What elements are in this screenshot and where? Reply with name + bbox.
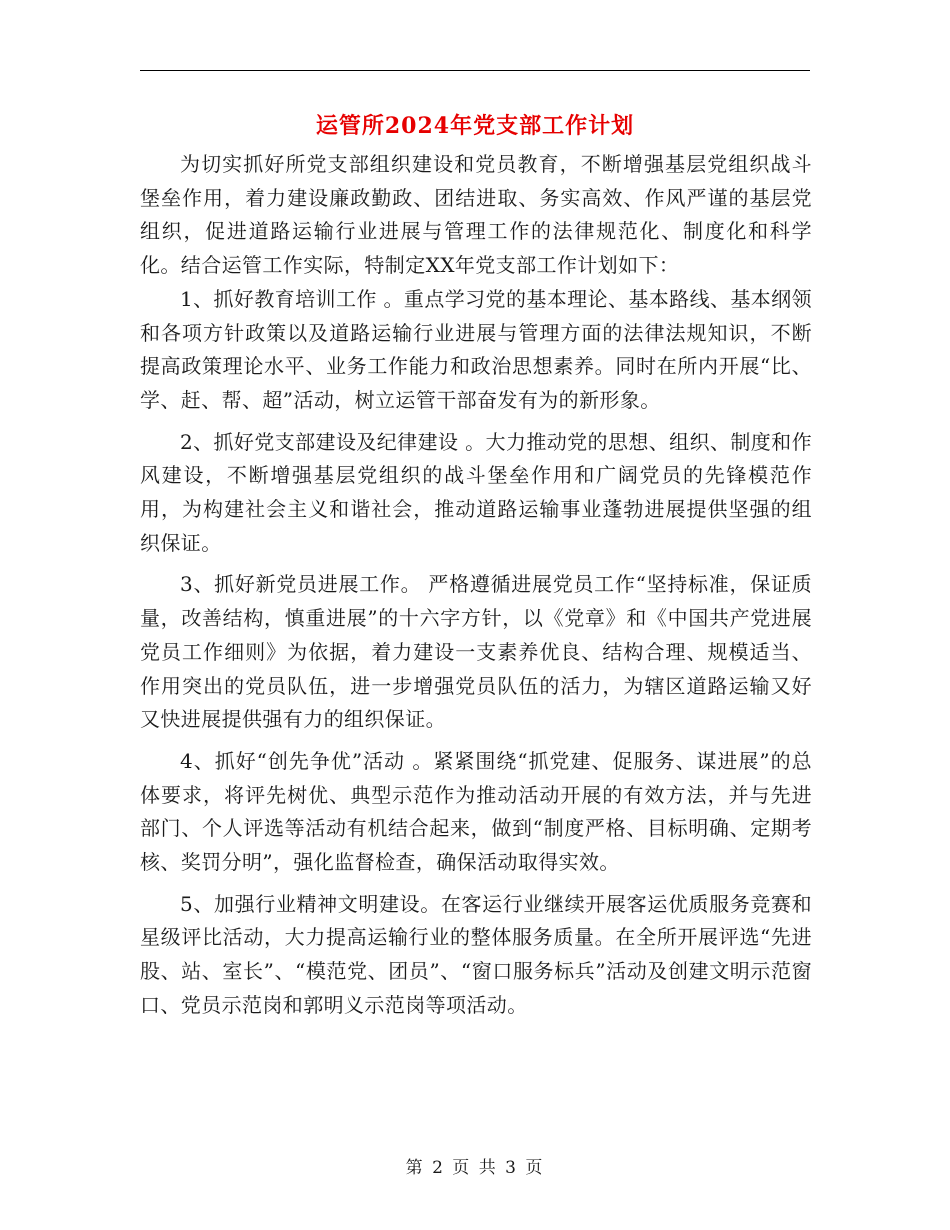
- section-3-paragraph: 3、抓好新党员进展工作。 严格遵循进展党员工作“坚持标准，保证质量，改善结构，慎重进展”的十六字方针，以《党章》和《中国共产党进展党员工作细则》为依据，着力建设一支素养优良、结构合理、规模适当、作用突出的党员队伍，进一步增强党员队伍的活力，为辖区道路运输又好又快进展提供强有力的组织保证。: [140, 572, 812, 732]
- document-body: [140, 148, 812, 1023]
- section-2-paragraph: 2、抓好党支部建设及纪律建设 。大力推动党的思想、组织、制度和作风建设，不断增强基层党组织的战斗堡垒作用和广阔党员的先锋模范作用，为构建社会主义和谐社会，推动道路运输事业蓬勃进展提供坚强的组织保证。: [140, 429, 812, 555]
- section-1-paragraph: 1、抓好教育培训工作 。重点学习党的基本理论、基本路线、基本纲领和各项方针政策以及道路运输行业进展与管理方面的法律法规知识，不断提高政策理论水平、业务工作能力和政治思想素养。同时在所内开展“比、学、赶、帮、超”活动，树立运管干部奋发有为的新形象。: [140, 286, 812, 412]
- section-4-paragraph: 4、抓好“创先争优”活动 。紧紧围绕“抓党建、促服务、谋进展”的总体要求，将评先树优、典型示范作为推动活动开展的有效方法，并与先进部门、个人评选等活动有机结合起来，做到“制度严格、目标明确、定期考核、奖罚分明”，强化监督检查，确保活动取得实效。: [140, 748, 812, 875]
- section-5-paragraph: 5、加强行业精神文明建设。在客运行业继续开展客运优质服务竞赛和星级评比活动，大力提高运输行业的整体服务质量。在全所开展评选“先进股、站、室长”、“模范党、团员”、“窗口服务标兵”活动及创建文明示范窗口、党员示范岗和郭明义示范岗等项活动。: [140, 891, 812, 1017]
- document-title: 运管所2024年党支部工作计划: [315, 113, 635, 139]
- intro-paragraph: 为切实抓好所党支部组织建设和党员教育，不断增强基层党组织战斗堡垒作用，着力建设廉政勤政、团结进取、务实高效、作风严谨的基层党组织，促进道路运输行业进展与管理工作的法律规范化、制度化和科学化。结合运管工作实际，特制定XX年党支部工作计划如下：: [140, 152, 812, 278]
- header-rule: [140, 70, 810, 71]
- page-number-footer: 第 2 页 共 3 页: [405, 1158, 545, 1178]
